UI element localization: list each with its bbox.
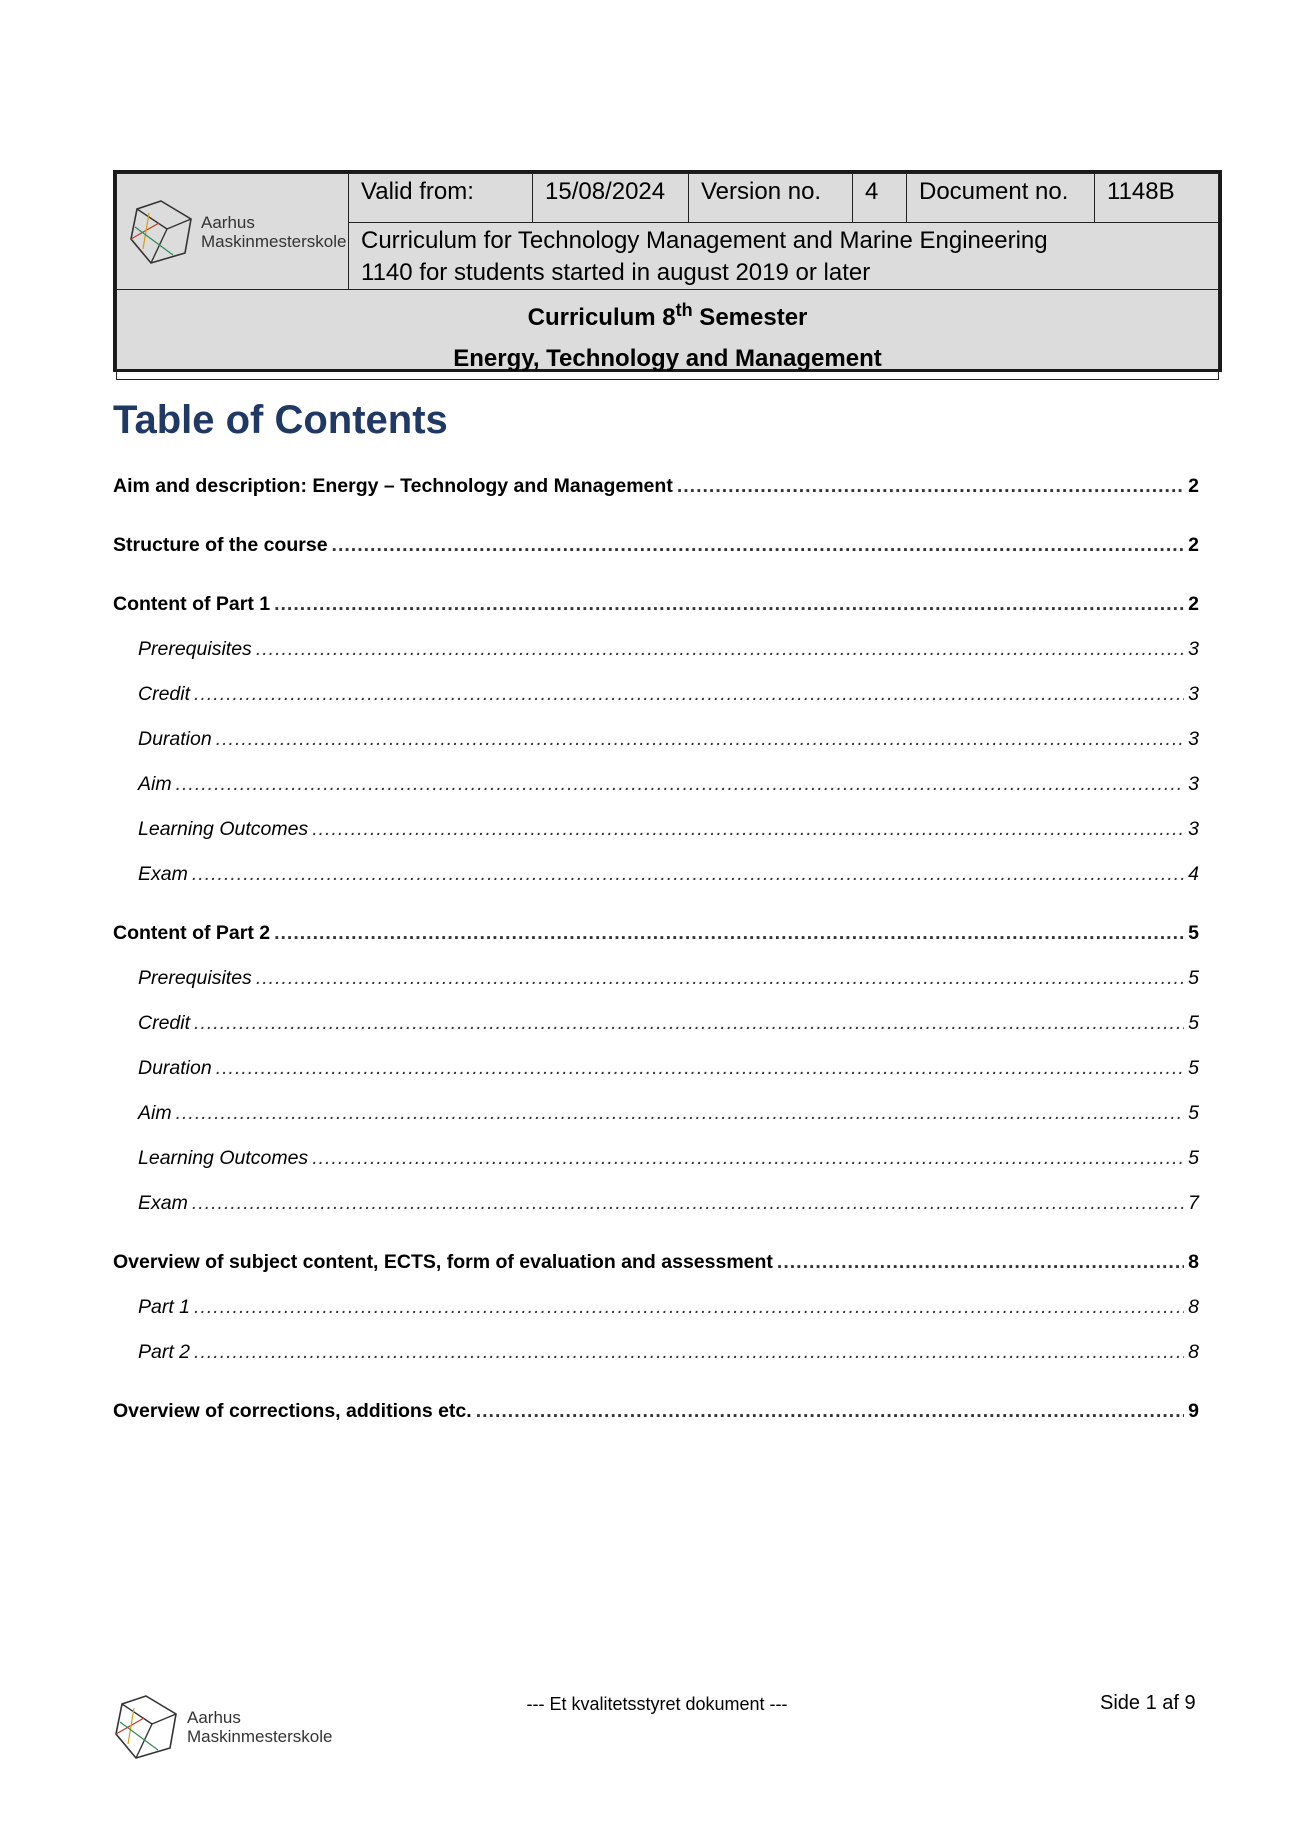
toc-subentry[interactable]: Credit ..... 3 [113, 683, 1199, 728]
footer-logo-line-2: Maskinmesterskole [187, 1727, 333, 1746]
logo-line-1: Aarhus [201, 212, 255, 232]
toc-subentry[interactable]: Duration ..... 3 [113, 728, 1199, 773]
valid-from-label: Valid from: [349, 174, 533, 223]
header-logo-cell [117, 174, 349, 290]
version-label: Version no. [689, 174, 853, 223]
document-header [113, 170, 1222, 372]
toc-subentry[interactable]: Prerequisites ..... 3 [113, 638, 1199, 683]
toc-entry[interactable]: Overview of subject content, ECTS, form of evaluation and assessment ..... 8 [113, 1251, 1199, 1296]
curriculum-description [349, 223, 1219, 290]
version-value: 4 [853, 174, 907, 223]
toc-subentry[interactable]: Exam ..... 7 [113, 1192, 1199, 1251]
table-of-contents [113, 475, 1199, 1459]
toc-subentry[interactable]: Prerequisites ..... 5 [113, 967, 1199, 1012]
toc-heading: Table of Contents [113, 398, 448, 442]
toc-entry[interactable]: Overview of corrections, additions etc. ..... 9 [113, 1400, 1199, 1459]
title-line-1: Curriculum 8th Semester [527, 300, 808, 331]
footer-quality-note: --- Et kvalitetsstyret dokument --- [526, 1694, 788, 1714]
toc-subentry[interactable]: Learning Outcomes ..... 3 [113, 818, 1199, 863]
toc-subentry[interactable]: Aim ..... 3 [113, 773, 1199, 818]
toc-subentry[interactable]: Duration ..... 5 [113, 1057, 1199, 1102]
curriculum-line-1: Curriculum for Technology Management and Marine Engineering [361, 227, 1048, 254]
document-value: 1148B [1095, 174, 1219, 223]
document-title [117, 290, 1219, 380]
toc-entry[interactable]: Structure of the course ..... 2 [113, 534, 1199, 593]
toc-subentry[interactable]: Part 1 ..... 8 [113, 1296, 1199, 1341]
cube-logo-icon [129, 199, 193, 265]
toc-entry[interactable]: Content of Part 2 ..... 5 [113, 922, 1199, 967]
footer-logo-line-1: Aarhus [187, 1708, 241, 1727]
title-line-2: Energy, Technology and Management [453, 345, 882, 372]
toc-subentry[interactable]: Part 2 ..... 8 [113, 1341, 1199, 1400]
document-label: Document no. [907, 174, 1095, 223]
valid-from-value: 15/08/2024 [533, 174, 689, 223]
toc-subentry[interactable]: Aim ..... 5 [113, 1102, 1199, 1147]
toc-subentry[interactable]: Exam ..... 4 [113, 863, 1199, 922]
toc-entry[interactable]: Content of Part 1 ..... 2 [113, 593, 1199, 638]
toc-subentry[interactable]: Learning Outcomes ..... 5 [113, 1147, 1199, 1192]
logo-line-2: Maskinmesterskole [201, 231, 347, 251]
page-number: Side 1 af 9 [1100, 1692, 1196, 1714]
toc-subentry[interactable]: Credit ..... 5 [113, 1012, 1199, 1057]
toc-entry[interactable]: Aim and description: Energy – Technology and Management ..... 2 [113, 475, 1199, 534]
curriculum-line-2: 1140 for students started in august 2019 or later [361, 259, 871, 286]
